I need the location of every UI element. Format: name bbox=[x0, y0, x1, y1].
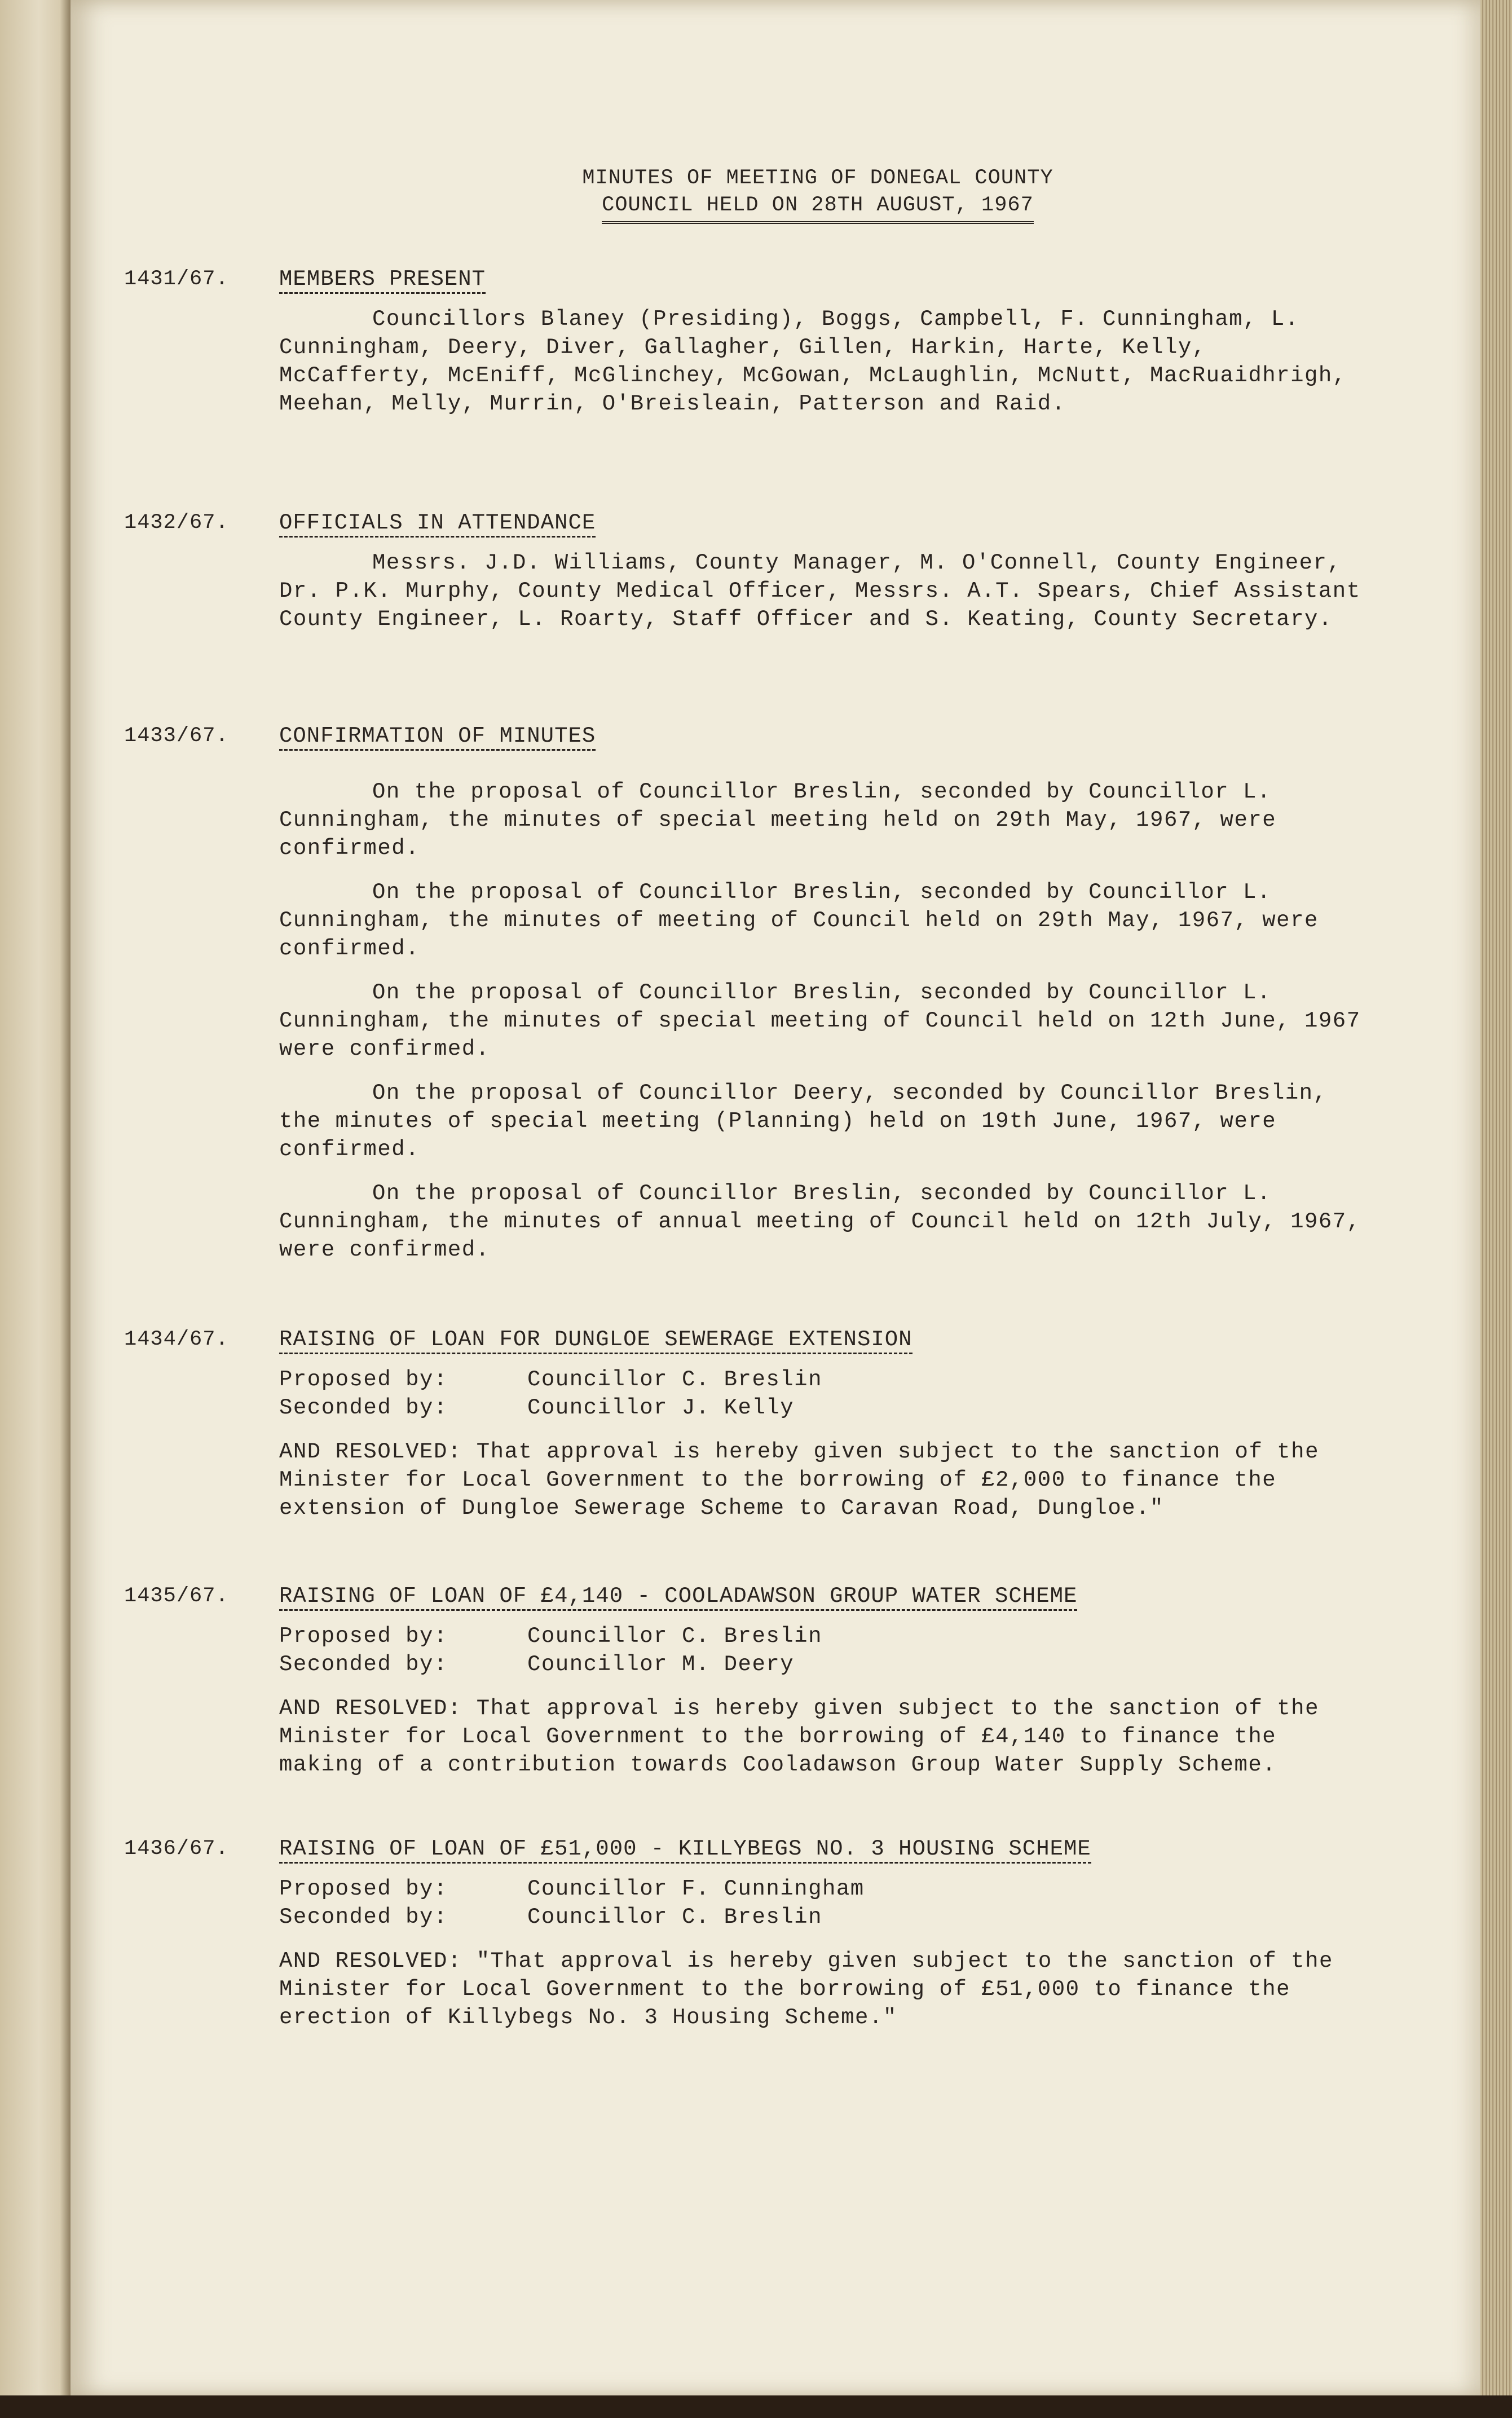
seconded-row bbox=[279, 1903, 1368, 1931]
item-heading: RAISING OF LOAN FOR DUNGLOE SEWERAGE EXTENSION bbox=[279, 1327, 913, 1354]
resolved-label: AND RESOLVED: bbox=[279, 1439, 462, 1464]
proposed-label: Proposed by: bbox=[279, 1624, 448, 1649]
proposed-value: Councillor C. Breslin bbox=[527, 1624, 822, 1649]
item-number: 1435/67. bbox=[124, 1584, 229, 1608]
item-paragraph: On the proposal of Councillor Breslin, seconded by Councillor L. Cunningham, the minutes of special meeting held on 29th May, 1967, were confirmed. bbox=[279, 779, 1277, 861]
left-page-edge bbox=[0, 0, 70, 2418]
header-line-1: MINUTES OF MEETING OF DONEGAL COUNTY bbox=[582, 166, 1053, 190]
proposed-row bbox=[279, 1875, 1368, 1903]
item-body bbox=[279, 1325, 1368, 1522]
proposed-label: Proposed by: bbox=[279, 1367, 448, 1392]
item-number: 1433/67. bbox=[124, 724, 229, 748]
item-heading: RAISING OF LOAN OF £4,140 - COOLADAWSON GROUP WATER SCHEME bbox=[279, 1583, 1077, 1611]
item-heading: OFFICIALS IN ATTENDANCE bbox=[279, 510, 596, 538]
item-body bbox=[279, 265, 1368, 434]
item-paragraph: On the proposal of Councillor Breslin, seconded by Councillor L. Cunningham, the minutes of special meeting of Council held on 12th June, 1967 were confirmed. bbox=[279, 980, 1361, 1062]
item-number: 1431/67. bbox=[124, 267, 229, 291]
item-paragraph: On the proposal of Councillor Breslin, seconded by Councillor L. Cunningham, the minutes of annual meeting of Council held on 12th July, 1967, were confirmed. bbox=[279, 1181, 1361, 1262]
item-heading: MEMBERS PRESENT bbox=[279, 266, 486, 294]
item-paragraph: On the proposal of Councillor Deery, seconded by Councillor Breslin, the minutes of special meeting (Planning) held on 19th June, 1967, were confirmed. bbox=[279, 1081, 1328, 1162]
document-header bbox=[508, 165, 1128, 224]
binding-shadow bbox=[0, 2395, 1512, 2418]
item-number: 1432/67. bbox=[124, 511, 229, 535]
resolution bbox=[279, 1438, 1368, 1522]
resolution bbox=[279, 1947, 1368, 2032]
seconded-value: Councillor C. Breslin bbox=[527, 1905, 822, 1930]
item-body bbox=[279, 509, 1368, 649]
item-number: 1434/67. bbox=[124, 1328, 229, 1351]
proposed-value: Councillor F. Cunningham bbox=[527, 1877, 865, 1901]
seconded-label: Seconded by: bbox=[279, 1652, 448, 1677]
resolved-text: "That approval is hereby given subject to the sanction of the Minister for Local Government to the borrowing of £51,000 to finance the erection of Killybegs No. 3 Housing Scheme." bbox=[279, 1949, 1333, 2030]
proposed-value: Councillor C. Breslin bbox=[527, 1367, 822, 1392]
item-heading: CONFIRMATION OF MINUTES bbox=[279, 723, 596, 751]
header-line-2: COUNCIL HELD ON 28TH AUGUST, 1967 bbox=[602, 192, 1034, 224]
document-page bbox=[70, 0, 1480, 2397]
item-heading: RAISING OF LOAN OF £51,000 - KILLYBEGS NO. 3 HOUSING SCHEME bbox=[279, 1836, 1091, 1864]
seconded-row bbox=[279, 1394, 1368, 1422]
seconded-value: Councillor J. Kelly bbox=[527, 1395, 795, 1420]
resolved-label: AND RESOLVED: bbox=[279, 1696, 462, 1721]
seconded-value: Councillor M. Deery bbox=[527, 1652, 795, 1677]
right-page-stack bbox=[1480, 0, 1512, 2418]
resolved-label: AND RESOLVED: bbox=[279, 1949, 462, 1974]
proposed-row bbox=[279, 1366, 1368, 1394]
item-number: 1436/67. bbox=[124, 1837, 229, 1861]
seconded-row bbox=[279, 1650, 1368, 1679]
item-paragraph: Messrs. J.D. Williams, County Manager, M. O'Connell, County Engineer, Dr. P.K. Murphy, County Medical Officer, Messrs. A.T. Spears, Chief Assistant County Engineer, L. Roarty, Staff Officer and S. Keating, County Secretary. bbox=[279, 550, 1361, 632]
item-paragraph: On the proposal of Councillor Breslin, seconded by Councillor L. Cunningham, the minutes of meeting of Council held on 29th May, 1967, were confirmed. bbox=[279, 880, 1319, 961]
item-paragraph: Councillors Blaney (Presiding), Boggs, Campbell, F. Cunningham, L. Cunningham, Deery, Diver, Gallagher, Gillen, Harkin, Harte, Kelly, McCafferty, McEniff, McGlinchey, McGowan, McLaughlin, McNutt, MacRuaidhrigh, Meehan, Melly, Murrin, O'Breisleain, Patterson and Raid. bbox=[279, 307, 1347, 416]
resolved-text: That approval is hereby given subject to the sanction of the Minister for Local Government to the borrowing of £2,000 to finance the extension of Dungloe Sewerage Scheme to Caravan Road, Dungloe." bbox=[279, 1439, 1319, 1521]
item-body bbox=[279, 1582, 1368, 1779]
item-body bbox=[279, 722, 1368, 1280]
item-body bbox=[279, 1835, 1368, 2032]
proposed-label: Proposed by: bbox=[279, 1877, 448, 1901]
seconded-label: Seconded by: bbox=[279, 1395, 448, 1420]
proposed-row bbox=[279, 1622, 1368, 1650]
seconded-label: Seconded by: bbox=[279, 1905, 448, 1930]
resolved-text: That approval is hereby given subject to the sanction of the Minister for Local Government to the borrowing of £4,140 to finance the making of a contribution towards Cooladawson Group Water Supply Scheme. bbox=[279, 1696, 1319, 1777]
resolution bbox=[279, 1694, 1368, 1779]
